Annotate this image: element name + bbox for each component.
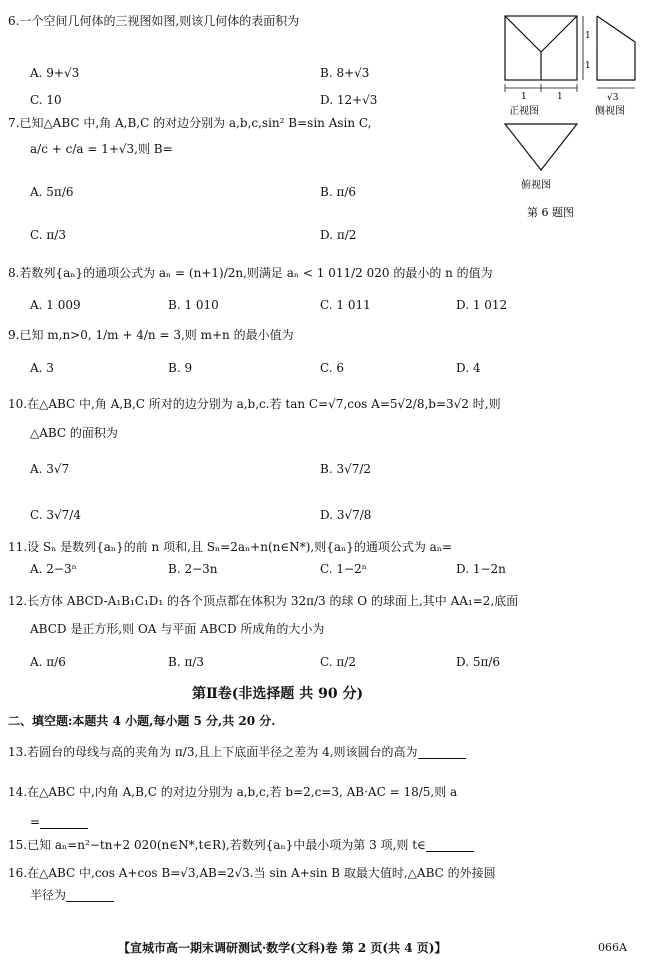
q16: 16.在△ABC 中,cos A+cos B=√3,AB=2√3.当 sin A+sin B 取最大值时,△ABC 的外接圆 bbox=[8, 866, 496, 880]
q14: 14.在△ABC 中,内角 A,B,C 的对边分别为 a,b,c,若 b=2,c=3, AB·AC = 18/5,则 a bbox=[8, 785, 458, 799]
q15-blank[interactable] bbox=[426, 840, 474, 852]
q13 bbox=[8, 745, 466, 759]
q7-option-a: A. 5π/6 bbox=[30, 185, 74, 199]
q6-option-b: B. 8+√3 bbox=[320, 66, 370, 80]
q10-option-d: D. 3√7/8 bbox=[320, 508, 372, 522]
front-dim-left: 1 bbox=[521, 92, 527, 102]
page-footer: 【宣城市高一期末调研测试·数学(文科)卷 第 2 页(共 4 页)】 bbox=[118, 941, 447, 955]
q6-option-a: A. 9+√3 bbox=[30, 66, 80, 80]
front-dim-top: 1 bbox=[585, 31, 591, 41]
q9-option-a: A. 3 bbox=[30, 361, 54, 375]
q8-stem: 8.若数列{aₙ}的通项公式为 aₙ = (n+1)/2n,则满足 aₙ < 1 011/2 020 的最小的 n 的值为 bbox=[8, 266, 493, 280]
q13-text: 13.若圆台的母线与高的夹角为 π/3,且上下底面半径之差为 4,则该圆台的高为 bbox=[8, 745, 418, 759]
q7-option-b: B. π/6 bbox=[320, 185, 357, 199]
q9-option-c: C. 6 bbox=[320, 361, 345, 375]
q8-option-b: B. 1 010 bbox=[168, 298, 219, 312]
q11-option-c: C. 1−2ⁿ bbox=[320, 562, 367, 576]
q16-cont bbox=[30, 888, 114, 902]
top-view-label: 俯视图 bbox=[521, 180, 551, 191]
q12-option-c: C. π/2 bbox=[320, 655, 356, 669]
q8-option-c: C. 1 011 bbox=[320, 298, 371, 312]
front-view bbox=[505, 16, 583, 92]
q6-stem: 6.一个空间几何体的三视图如图,则该几何体的表面积为 bbox=[8, 14, 300, 28]
q12-stem-cont: ABCD 是正方形,则 OA 与平面 ABCD 所成角的大小为 bbox=[30, 622, 325, 636]
front-dim-bottom: 1 bbox=[585, 61, 591, 71]
q6-option-c: C. 10 bbox=[30, 93, 62, 107]
q13-blank[interactable] bbox=[418, 747, 466, 759]
q7-condition: a/c + c/a = 1+√3,则 B= bbox=[30, 142, 173, 156]
q7-option-c: C. π/3 bbox=[30, 228, 66, 242]
fill-in-header: 二、填空题:本题共 4 小题,每小题 5 分,共 20 分. bbox=[8, 714, 276, 728]
figure-caption: 第 6 题图 bbox=[527, 206, 574, 219]
q16-blank[interactable] bbox=[66, 890, 114, 902]
q15 bbox=[8, 838, 474, 852]
q8-option-d: D. 1 012 bbox=[456, 298, 508, 312]
q10-stem: 10.在△ABC 中,角 A,B,C 所对的边分别为 a,b,c.若 tan C=√7,cos A=5√2/8,b=3√2 时,则 bbox=[8, 397, 501, 411]
side-dim: √3 bbox=[607, 93, 619, 103]
q7-stem: 7.已知△ABC 中,角 A,B,C 的对边分别为 a,b,c,sin² B=sin Asin C, bbox=[8, 116, 372, 130]
q11-option-a: A. 2−3ⁿ bbox=[30, 562, 77, 576]
q9-option-b: B. 9 bbox=[168, 361, 193, 375]
top-view bbox=[505, 124, 577, 170]
q10-option-c: C. 3√7/4 bbox=[30, 508, 81, 522]
paper-code: 066A bbox=[598, 941, 627, 954]
q11-stem: 11.设 Sₙ 是数列{aₙ}的前 n 项和,且 Sₙ=2aₙ+n(n∈N*),则{aₙ}的通项公式为 aₙ= bbox=[8, 540, 453, 554]
front-view-label: 正视图 bbox=[509, 106, 539, 117]
front-dim-right: 1 bbox=[557, 92, 563, 102]
q12-stem: 12.长方体 ABCD-A₁B₁C₁D₁ 的各个顶点都在体积为 32π/3 的球 O 的球面上,其中 AA₁=2,底面 bbox=[8, 594, 519, 608]
q12-option-d: D. 5π/6 bbox=[456, 655, 501, 669]
q15-text: 15.已知 aₙ=n²−tn+2 020(n∈N*,t∈R),若数列{aₙ}中最小项为第 3 项,则 t∈ bbox=[8, 838, 426, 852]
q11-option-b: B. 2−3n bbox=[168, 562, 218, 576]
q6-option-d: D. 12+√3 bbox=[320, 93, 378, 107]
q12-option-b: B. π/3 bbox=[168, 655, 205, 669]
three-view-figure bbox=[495, 10, 645, 220]
q14-blank[interactable] bbox=[40, 817, 88, 829]
q14-cont bbox=[30, 815, 88, 829]
q14-equals: = bbox=[30, 815, 41, 829]
part2-title: 第Ⅱ卷(非选择题 共 90 分) bbox=[192, 686, 364, 702]
q11-option-d: D. 1−2n bbox=[456, 562, 506, 576]
q8-option-a: A. 1 009 bbox=[30, 298, 81, 312]
q16-text: 半径为 bbox=[30, 888, 67, 902]
q10-option-a: A. 3√7 bbox=[30, 462, 70, 476]
q9-stem: 9.已知 m,n>0, 1/m + 4/n = 3,则 m+n 的最小值为 bbox=[8, 328, 294, 342]
q9-option-d: D. 4 bbox=[456, 361, 481, 375]
q12-option-a: A. π/6 bbox=[30, 655, 66, 669]
side-view bbox=[597, 16, 635, 88]
q10-option-b: B. 3√7/2 bbox=[320, 462, 372, 476]
side-view-label: 侧视图 bbox=[595, 106, 625, 117]
q7-option-d: D. π/2 bbox=[320, 228, 357, 242]
q10-stem-cont: △ABC 的面积为 bbox=[30, 426, 118, 440]
